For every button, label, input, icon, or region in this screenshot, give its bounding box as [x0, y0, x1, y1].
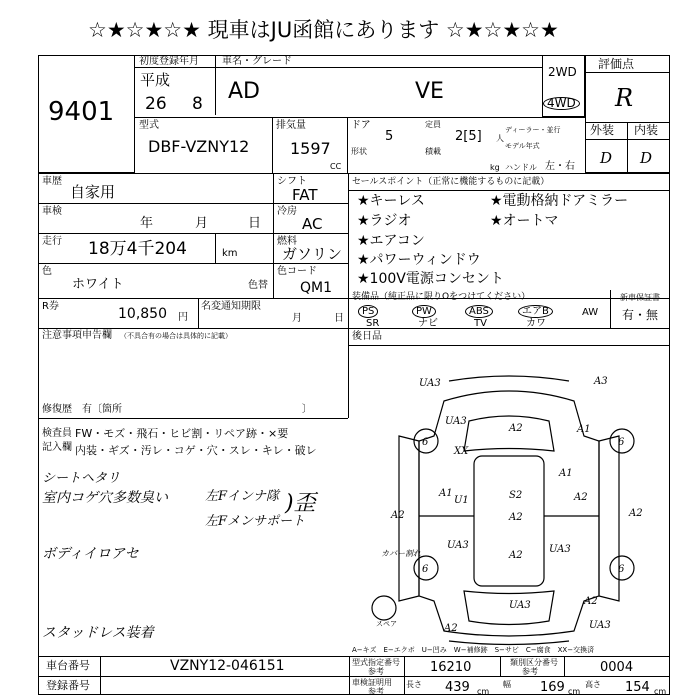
inspection-day: 日 — [248, 216, 262, 231]
mark-ua3-right: UA3 — [549, 544, 571, 555]
sales-point-7: ★100V電源コンセント — [357, 271, 504, 287]
model-year-label: モデル年式 — [505, 142, 540, 150]
equip-airbag: エアB — [518, 305, 553, 318]
mark-a2-far-right: A2 — [629, 508, 643, 519]
interior-label: 内装 — [634, 123, 659, 137]
mileage-unit: km — [222, 248, 238, 259]
notes-sub: （不具合有の場合は具体的に記載） — [120, 332, 232, 340]
color-value: ホワイト — [72, 277, 124, 292]
car-diagram-svg — [349, 346, 669, 646]
capacity-label: 定員 — [425, 120, 441, 129]
interior-grade: D — [640, 149, 653, 167]
mileage-value: 18万4千204 — [88, 239, 187, 259]
hand-note-bracket: )歪 — [285, 491, 316, 516]
load-unit: kg — [490, 163, 500, 172]
handle-value: 左・右 — [545, 161, 575, 172]
new-car-value: 有・無 — [622, 308, 659, 322]
type-label: 型式指定番号 — [352, 658, 400, 667]
class-value: 0004 — [600, 660, 634, 675]
mark-a2-front: A2 — [509, 423, 523, 434]
fuel-value: ガソリン — [282, 245, 343, 263]
length-label: 長さ — [406, 680, 422, 689]
displacement-label: 排気量 — [276, 120, 306, 131]
mark-ua3-left-2: UA3 — [447, 540, 469, 551]
sales-point-5: ★エアコン — [357, 233, 425, 249]
doors-label: ドア — [351, 120, 371, 131]
inspection-year: 年 — [140, 216, 154, 231]
dealer-label: ディーラー・並行 — [505, 126, 561, 134]
side-note: カバー割れ — [381, 549, 421, 558]
equip-ps: PS — [358, 305, 378, 318]
color-code-label: 色コード — [277, 266, 317, 277]
sales-point-1: ★キーレス — [357, 193, 425, 209]
equip-tv: TV — [474, 318, 487, 329]
hand-note-3: 左Fインナ隊 — [205, 489, 280, 504]
mark-ua3-left: UA3 — [445, 416, 467, 427]
check-row-1: FW・モズ・飛石・ヒビ割・リペア跡・×要 — [75, 427, 289, 440]
model-value: DBF-VZNY12 — [148, 137, 250, 156]
shape-label: 形状 — [351, 147, 367, 156]
header-banner: ☆★☆★☆★ 現車はJU函館にあります ☆★☆★☆★ — [88, 18, 559, 42]
notice-day: 日 — [334, 313, 344, 324]
car-label: 車名・グレード — [222, 56, 292, 67]
mark-ua3-bottom: UA3 — [589, 620, 611, 631]
mileage-label: 走行 — [42, 236, 62, 247]
drive-2wd: 2WD — [548, 65, 577, 79]
mark-a2-rear-left: A2 — [444, 623, 458, 634]
diagram-legend: A−キズ E−エクボ U−凹み W−補修跡 S−サビ C−腐食 XX−交換済 — [352, 646, 595, 654]
ac-value: AC — [302, 215, 323, 233]
hand-note-2: 室内コゲ穴多数臭い — [42, 490, 168, 506]
new-car-label: 新車保証書 — [620, 293, 660, 302]
displacement-unit: CC — [330, 162, 342, 171]
car-grade: VE — [415, 79, 444, 104]
mark-a3-top-right: A3 — [594, 376, 608, 387]
mark-a2-rear-mid: A2 — [509, 550, 523, 561]
tire-rear-left: 6 — [422, 564, 429, 575]
doors-value: 5 — [385, 129, 394, 144]
sales-point-6: ★パワーウィンドウ — [357, 252, 481, 268]
hand-note-1: シートヘタリ — [42, 471, 121, 486]
mark-ua3-rear: UA3 — [509, 600, 531, 611]
chassis-value: VZNY12-046151 — [170, 658, 285, 674]
mark-s2: S2 — [509, 490, 523, 501]
cert-sub: 参考 — [368, 687, 384, 696]
capacity-unit: 人 — [496, 134, 504, 143]
width-unit: cm — [568, 687, 581, 696]
inspection-month: 月 — [195, 216, 209, 231]
mark-a2-right: A2 — [574, 492, 588, 503]
lot-number: 9401 — [48, 97, 115, 127]
shift-value: FAT — [292, 186, 318, 204]
check-row-2: 内装・ギズ・汚レ・コゲ・穴・スレ・キレ・破レ — [75, 444, 317, 457]
spare-label: スペア — [376, 620, 397, 628]
width-value: 169 — [540, 680, 565, 695]
cert-label: 車検証明用 — [352, 678, 392, 687]
equipment-label: 装備品（純正品に限りOをつけてください） — [352, 292, 531, 302]
repair-history: 修復歴 有〔箇所 〕 — [42, 404, 312, 415]
drive-4wd: 4WD — [543, 97, 580, 110]
recycle-unit: 円 — [178, 312, 188, 323]
inspection-label: 車検 — [42, 206, 62, 217]
sales-point-3: ★ラジオ — [357, 213, 412, 229]
handle-label: ハンドル — [505, 163, 537, 172]
mark-a2-far-left: A2 — [391, 510, 405, 521]
displacement-value: 1597 — [290, 139, 331, 158]
exterior-label: 外装 — [590, 123, 615, 137]
tire-front-right: 6 — [618, 437, 625, 448]
recycle-label: R券 — [42, 301, 59, 312]
mark-xx: XX — [454, 446, 469, 457]
reg-era: 平成 — [140, 71, 171, 89]
ac-label: 冷房 — [277, 206, 297, 217]
reg-year: 26 — [145, 94, 167, 114]
load-label: 積載 — [425, 147, 441, 156]
mark-a1-front-right: A1 — [577, 424, 591, 435]
equip-pw: PW — [412, 305, 436, 318]
registration-label: 初度登録年月 — [139, 56, 199, 67]
check-label-1: 検査員 — [42, 428, 72, 439]
model-label: 型式 — [139, 120, 159, 131]
notes-label: 注意事項申告欄 — [42, 330, 112, 341]
grade-label: 評価点 — [598, 57, 635, 71]
equip-abs: ABS — [465, 305, 493, 318]
height-label: 高さ — [585, 680, 601, 689]
class-label: 類別区分番号 — [510, 658, 558, 667]
type-sub: 参考 — [368, 667, 384, 676]
equip-sr: SR — [366, 318, 380, 329]
mark-u1: U1 — [454, 495, 469, 506]
equip-aw: AW — [582, 307, 599, 318]
shift-label: シフト — [277, 176, 307, 187]
damage-diagram — [349, 346, 669, 646]
mark-ua3-top: UA3 — [419, 378, 441, 389]
equip-navi: ナビ — [418, 318, 438, 329]
length-value: 439 — [445, 680, 470, 695]
hand-note-5: ボディイロアセ — [42, 546, 139, 562]
hand-note-4: 左Fメンサポート — [205, 514, 306, 529]
sales-points-label: セールスポイント（正常に機能するものに記載） — [352, 177, 550, 187]
width-label: 幅 — [503, 680, 511, 689]
prev-reg-label: 登録番号 — [46, 679, 90, 692]
equip-leather: カワ — [526, 318, 546, 329]
mark-a2-mid: A2 — [509, 512, 523, 523]
check-label-2: 記入欄 — [42, 442, 72, 453]
chassis-label: 車台番号 — [46, 659, 90, 672]
mark-a2-bottom: A2 — [584, 596, 598, 607]
length-unit: cm — [477, 687, 490, 696]
capacity-value: 2[5] — [455, 129, 482, 144]
height-unit: cm — [654, 687, 667, 696]
history-value: 自家用 — [70, 183, 116, 201]
mark-a2-left: A1 — [439, 488, 453, 499]
notice-month: 月 — [292, 313, 302, 324]
reg-month: 8 — [192, 94, 203, 114]
class-sub: 参考 — [522, 667, 538, 676]
tire-rear-right: 6 — [618, 564, 625, 575]
mark-a1-right: A1 — [559, 468, 573, 479]
recycle-value: 10,850 — [118, 306, 167, 322]
height-value: 154 — [625, 680, 650, 695]
fuel-label: 燃料 — [277, 236, 297, 247]
color-number-label: 色替 — [248, 280, 268, 291]
exterior-grade: D — [600, 149, 613, 167]
tire-front-left: 6 — [422, 437, 429, 448]
history-label: 車歴 — [42, 176, 62, 187]
color-label: 色 — [42, 266, 52, 277]
type-value: 16210 — [430, 660, 472, 675]
grade-score: R — [615, 84, 634, 112]
color-code: QM1 — [300, 280, 333, 296]
notice-label: 名変通知期限 — [201, 301, 261, 312]
sales-point-4: ★オートマ — [490, 213, 559, 229]
hand-note-6: スタッドレス装着 — [42, 625, 154, 641]
sales-point-2: ★電動格納ドアミラー — [490, 193, 629, 209]
car-name: AD — [228, 79, 260, 104]
rear-items-label: 後日品 — [352, 331, 382, 342]
